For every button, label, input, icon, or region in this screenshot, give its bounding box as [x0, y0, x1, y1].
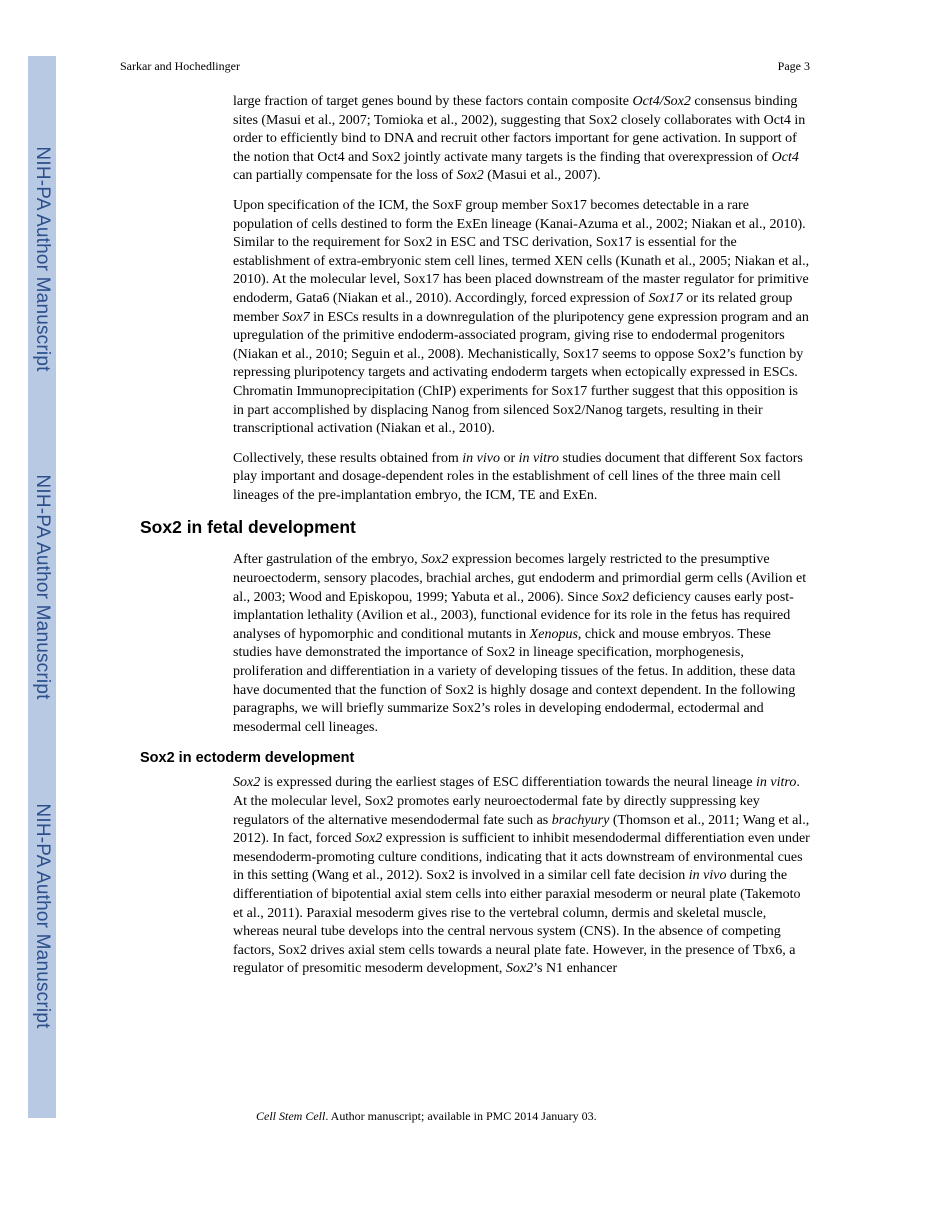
- author-manuscript-sidebar: NIH-PA Author Manuscript NIH-PA Author Manuscript NIH-PA Author Manuscript: [28, 56, 56, 1118]
- paragraph: Sox2 is expressed during the earliest stages of ESC differentiation towards the neural lineage in vitro. At the molecular level, Sox2 promotes early neuroectodermal fate by directly suppressing key regulators of the alternative mesendodermal fate such as brachyury (Thomson et al., 2011; Wang et al., 2012). In fact, forced Sox2 expression is sufficient to inhibit mesendodermal differentiation even under mesendoderm-promoting culture conditions, indicating that it acts downstream of environmental cues in this setting (Wang et al., 2012). Sox2 is involved in a similar cell fate decision in vivo during the differentiation of bipotential axial stem cells into either paraxial mesoderm or neural plate (Takemoto et al., 2011). Paraxial mesoderm gives rise to the vertebral column, dermis and skeletal muscle, whereas neural tube develops into the central nervous system (CNS). In the absence of competing factors, Sox2 drives axial stem cells towards a neural plate fate. However, in the presence of Tbx6, a regulator of presomitic mesoderm development, Sox2’s N1 enhancer: [233, 775, 810, 977]
- section-heading: Sox2 in fetal development: [140, 517, 356, 538]
- paragraph: large fraction of target genes bound by these factors contain composite Oct4/Sox2 consensus binding sites (Masui et al., 2007; Tomioka et al., 2002), suggesting that Sox2 closely collaborates with Oct4 in order to efficiently bind to DNA and recruit other factors important for gene activation. In support of the notion that Oct4 and Sox2 jointly activate many targets is the finding that overexpression of Oct4 can partially compensate for the loss of Sox2 (Masui et al., 2007).: [233, 94, 806, 184]
- article-body: [140, 93, 810, 990]
- paragraph: Upon specification of the ICM, the SoxF group member Sox17 becomes detectable in a rare population of cells destined to form the ExEn lineage (Kanai-Azuma et al., 2002; Niakan et al., 2010). Similar to the requirement for Sox2 in ESC and TSC derivation, Sox17 is essential for the establishment of extra-embryonic stem cell lines, termed XEN cells (Kunath et al., 2005; Niakan et al., 2010). At the molecular level, Sox17 has been placed downstream of the master regulator for primitive endoderm, Gata6 (Niakan et al., 2010). Accordingly, forced expression of Sox17 or its related group member Sox7 in ESCs results in a downregulation of the pluripotency gene expression program and an upregulation of the primitive endoderm-associated program, giving rise to endodermal progenitors (Niakan et al., 2010; Seguin et al., 2008). Mechanistically, Sox17 seems to oppose Sox2’s function by repressing pluripotency targets and activating endoderm targets when ectopically expressed in ESCs. Chromatin Immunoprecipitation (ChIP) experiments for Sox17 further suggest that this opposition is in part accomplished by displacing Nanog from silenced Sox2/Nanog targets, resulting in their transcriptional activation (Niakan et al., 2010).: [233, 197, 810, 437]
- paragraph: After gastrulation of the embryo, Sox2 expression becomes largely restricted to the presumptive neuroectoderm, sensory placodes, brachial arches, gut endoderm and primordial germ cells (Avilion et al., 2003; Wood and Episkopou, 1999; Yabuta et al., 2006). Since Sox2 deficiency causes early post-implantation lethality (Avilion et al., 2003), functional evidence for its role in the fetus has required analyses of hypomorphic and conditional mutants in Xenopus, chick and mouse embryos. These studies have demonstrated the importance of Sox2 in lineage specification, morphogenesis, proliferation and differentiation in a variety of developing tissues of the fetus. In addition, these data have documented that the function of Sox2 is highly dosage and context dependent. In the following paragraphs, we will briefly summarize Sox2’s roles in developing endodermal, ectodermal and mesodermal cell lineages.: [233, 552, 807, 735]
- header-authors: Sarkar and Hochedlinger: [120, 59, 240, 73]
- running-header: [120, 59, 810, 75]
- subsection-heading: Sox2 in ectoderm development: [140, 750, 355, 767]
- journal-name: Cell Stem Cell: [256, 1109, 326, 1123]
- page-number: Page 3: [777, 59, 810, 73]
- paragraph: Collectively, these results obtained from in vivo or in vitro studies document that different Sox factors play important and dosage-dependent roles in the establishment of cell lines of the three main cell lineages of the pre-implantation embryo, the ICM, TE and ExEn.: [233, 450, 803, 503]
- footer-text: . Author manuscript; available in PMC 2014 January 03.: [325, 1109, 597, 1123]
- page-footer: [256, 1109, 597, 1124]
